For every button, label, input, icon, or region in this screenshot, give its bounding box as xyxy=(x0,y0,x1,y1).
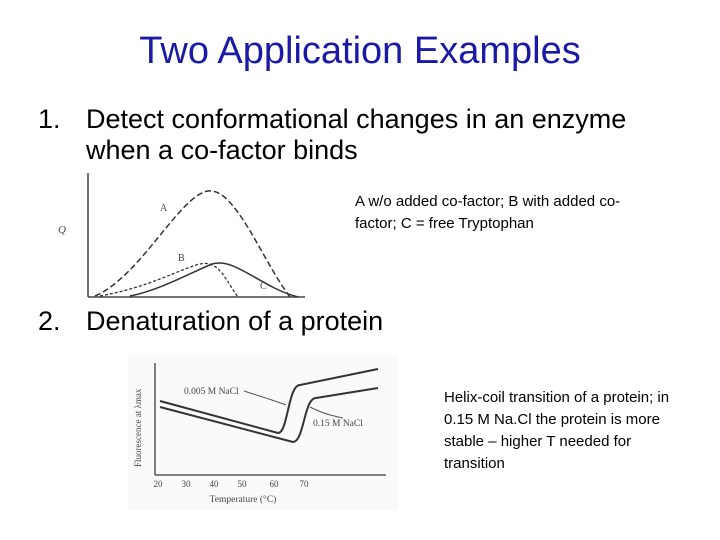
list-text-1: Detect conformational changes in an enzyme when a co-factor binds xyxy=(86,104,627,165)
list-number-2: 2. xyxy=(38,306,61,336)
curve-label-c: C xyxy=(260,281,267,292)
y-axis-label: Fluorescence at λmax xyxy=(133,388,143,467)
x-tick-60: 60 xyxy=(269,479,279,489)
annotation-015-nacl: 0.15 M NaCl xyxy=(313,419,363,429)
slide-title: Two Application Examples xyxy=(139,30,581,72)
denaturation-figure xyxy=(128,355,398,510)
curve-label-a: A xyxy=(160,203,168,214)
figure-2-caption: Helix-coil transition of a protein; in 0.15 M Na.Cl the protein is more stable – higher T needed for transition xyxy=(444,389,670,472)
x-tick-70: 70 xyxy=(299,479,309,489)
x-axis-label: Temperature (°C) xyxy=(209,495,277,505)
curve-c xyxy=(130,263,298,297)
x-tick-50: 50 xyxy=(237,479,247,489)
list-number-1: 1. xyxy=(38,104,61,134)
figure-1-caption: A w/o added co-factor; B with added co-factor; C = free Tryptophan xyxy=(355,193,621,232)
x-tick-20: 20 xyxy=(153,479,163,489)
annotation-0005-nacl: 0.005 M NaCl xyxy=(184,387,239,397)
curve-label-b: B xyxy=(178,253,185,264)
x-tick-40: 40 xyxy=(209,479,219,489)
x-tick-30: 30 xyxy=(181,479,191,489)
list-text-2: Denaturation of a protein xyxy=(86,306,384,336)
y-axis-label: Q xyxy=(58,224,66,236)
curve-b xyxy=(100,263,238,297)
emission-spectra-figure xyxy=(40,165,320,305)
